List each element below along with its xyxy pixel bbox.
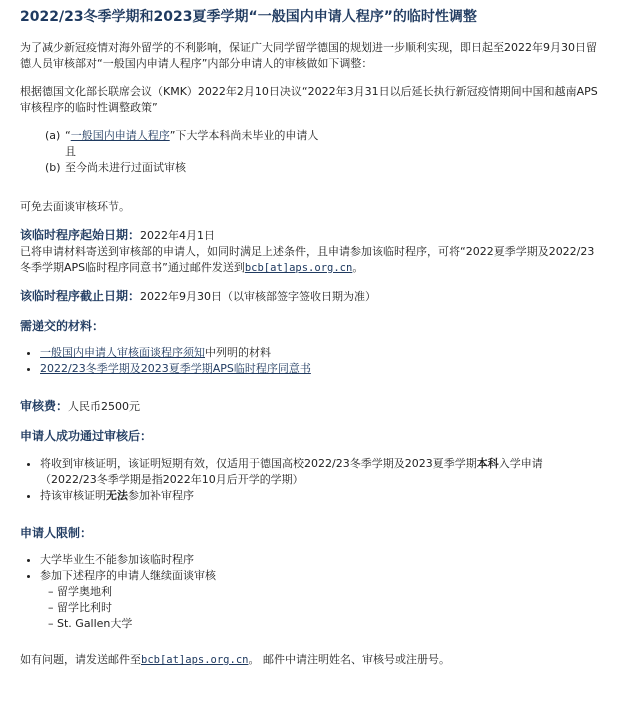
consent-form-link[interactable]: 2022/23冬季学期及2023夏季学期APS临时程序同意书 [40, 362, 311, 375]
list-item: • 将收到审核证明，该证明短期有效，仅适用于德国高校2022/23冬季学期及2023夏季学期本科入学申请 （2022/23冬季学期是指2022年10月后开学的学期） [40, 456, 605, 488]
list-item: • 一般国内申请人审核面谈程序须知中列明的材料 [40, 345, 605, 361]
exempt-text: 可免去面谈审核环节。 [20, 200, 130, 213]
list-item: • 参加下述程序的申请人继续面谈审核 – 留学奥地利 – 留学比利时 – St. Gallen大学 [40, 568, 605, 632]
fee-value: 人民币2500元 [68, 400, 141, 413]
list-item [40, 361, 605, 377]
condition-b-marker: (b) [45, 161, 61, 174]
email-link-start[interactable]: bcb[at]aps.org.cn [244, 262, 353, 274]
materials-heading: 需递交的材料： [20, 319, 105, 333]
condition-a-marker: (a) [45, 129, 61, 142]
interview-guide-link[interactable]: 一般国内申请人审核面谈程序须知 [40, 346, 205, 359]
limits-heading: 申请人限制： [20, 526, 93, 540]
list-item: • 持该审核证明无法参加补审程序 [40, 488, 605, 504]
start-date-value: 2022年4月1日 [140, 229, 216, 242]
page-title: 2022/23冬季学期和2023夏季学期“一般国内申请人程序”的临时性调整 [20, 9, 477, 25]
condition-a: (a) “一般国内申请人程序”下大学本科尚未毕业的申请人 且 [45, 129, 319, 158]
condition-b: (b) 至今尚未进行过面试审核 [45, 161, 186, 174]
materials-list [20, 345, 605, 377]
condition-and: 且 [65, 145, 76, 158]
limits-list [20, 552, 605, 632]
fee-section [20, 398, 605, 415]
email-link-contact[interactable]: bcb[at]aps.org.cn [141, 654, 249, 666]
start-date-label: 该临时程序起始日期： [20, 228, 141, 242]
contact-line: 如有问题，请发送邮件至bcb[at]aps.org.cn。 邮件中请注明姓名、审核号或注册号。 [20, 653, 450, 666]
deadline-section [20, 288, 605, 305]
after-heading: 申请人成功通过审核后： [20, 429, 153, 443]
deadline-label: 该临时程序截止日期： [20, 289, 141, 303]
general-applicant-procedure-link[interactable]: 一般国内申请人程序 [70, 129, 170, 142]
list-item: – 留学奥地利 [48, 584, 605, 600]
deadline-value: 2022年9月30日（以审核部签字签收日期为准） [140, 290, 377, 303]
after-list [20, 456, 605, 504]
start-date-section: 该临时程序起始日期：2022年4月1日 已将申请材料寄送到审核部的申请人，如同时满足上述条件，且申请参加该临时程序，可将“2022夏季学期及2022/23冬季学期APS临时程序同意书”通过邮件发送到bcb[at]aps.org.cn。 [20, 228, 595, 274]
list-item: • 大学毕业生不能参加该临时程序 [40, 552, 605, 568]
list-item: – 留学比利时 [48, 600, 605, 616]
fee-label: 审核费： [20, 399, 69, 413]
list-item: – St. Gallen大学 [48, 616, 605, 632]
intro-paragraph: 为了减少新冠疫情对海外留学的不利影响，保证广大同学留学德国的规划进一步顺利实现，即日起至2022年9月30日留德人员审核部对“一般国内申请人程序”内部分申请人的审核做如下调整： [20, 41, 597, 70]
kmk-paragraph: 根据德国文化部长联席会议（KMK）2022年2月10日决议“2022年3月31日以后延长执行新冠疫情期间中国和越南APS审核程序的临时性调整政策” [20, 85, 598, 114]
